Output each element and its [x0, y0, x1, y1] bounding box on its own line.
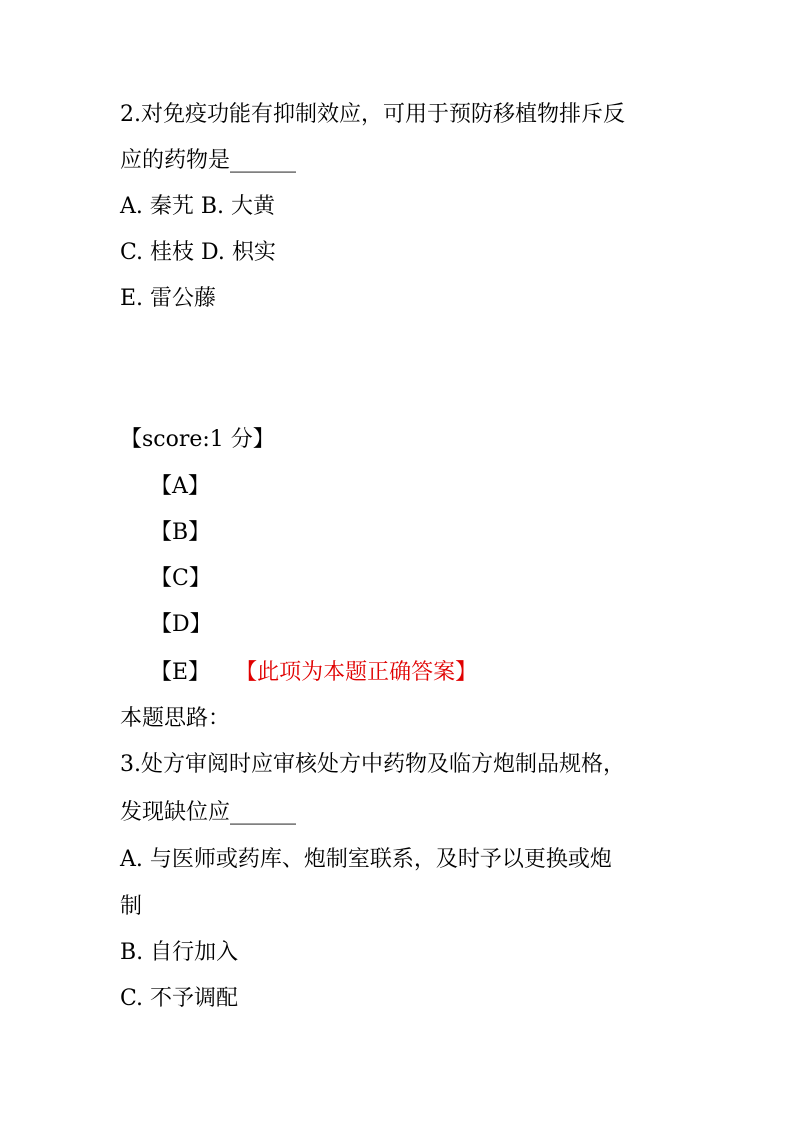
question-3-stem-line-1: 3.处方审阅时应审核处方中药物及临方炮制品规格， — [120, 752, 625, 777]
question-2-stem-line-1: 2.对免疫功能有抑制效应，可用于预防移植物排斥反 — [120, 102, 625, 127]
question-2-stem-line-2: 应的药物是______ — [120, 148, 297, 173]
question-3-option-c: C. 不予调配 — [120, 986, 239, 1011]
answer-option-b: 【B】 — [150, 520, 211, 545]
question-3-option-b: B. 自行加入 — [120, 940, 239, 965]
question-2-options-row-1: A. 秦艽 B. 大黄 — [120, 194, 276, 219]
question-2-options-row-3: E. 雷公藤 — [120, 286, 217, 311]
score-label: 【score:1 分】 — [120, 427, 275, 452]
answer-option-d: 【D】 — [150, 612, 212, 637]
question-3-stem-line-2: 发现缺位应______ — [120, 800, 297, 825]
question-3-option-a-line-1: A. 与医师或药库、炮制室联系，及时予以更换或炮 — [120, 847, 612, 872]
answer-option-a: 【A】 — [150, 474, 210, 499]
answer-option-e-row — [150, 658, 477, 688]
correct-answer-note: 【此项为本题正确答案】 — [246, 660, 478, 685]
answer-option-e: 【E】 — [150, 660, 211, 685]
question-3-option-a-line-2: 制 — [120, 894, 143, 919]
explanation-label: 本题思路： — [120, 706, 231, 731]
answer-option-c: 【C】 — [150, 566, 211, 591]
question-2-options-row-2: C. 桂枝 D. 枳实 — [120, 240, 276, 265]
